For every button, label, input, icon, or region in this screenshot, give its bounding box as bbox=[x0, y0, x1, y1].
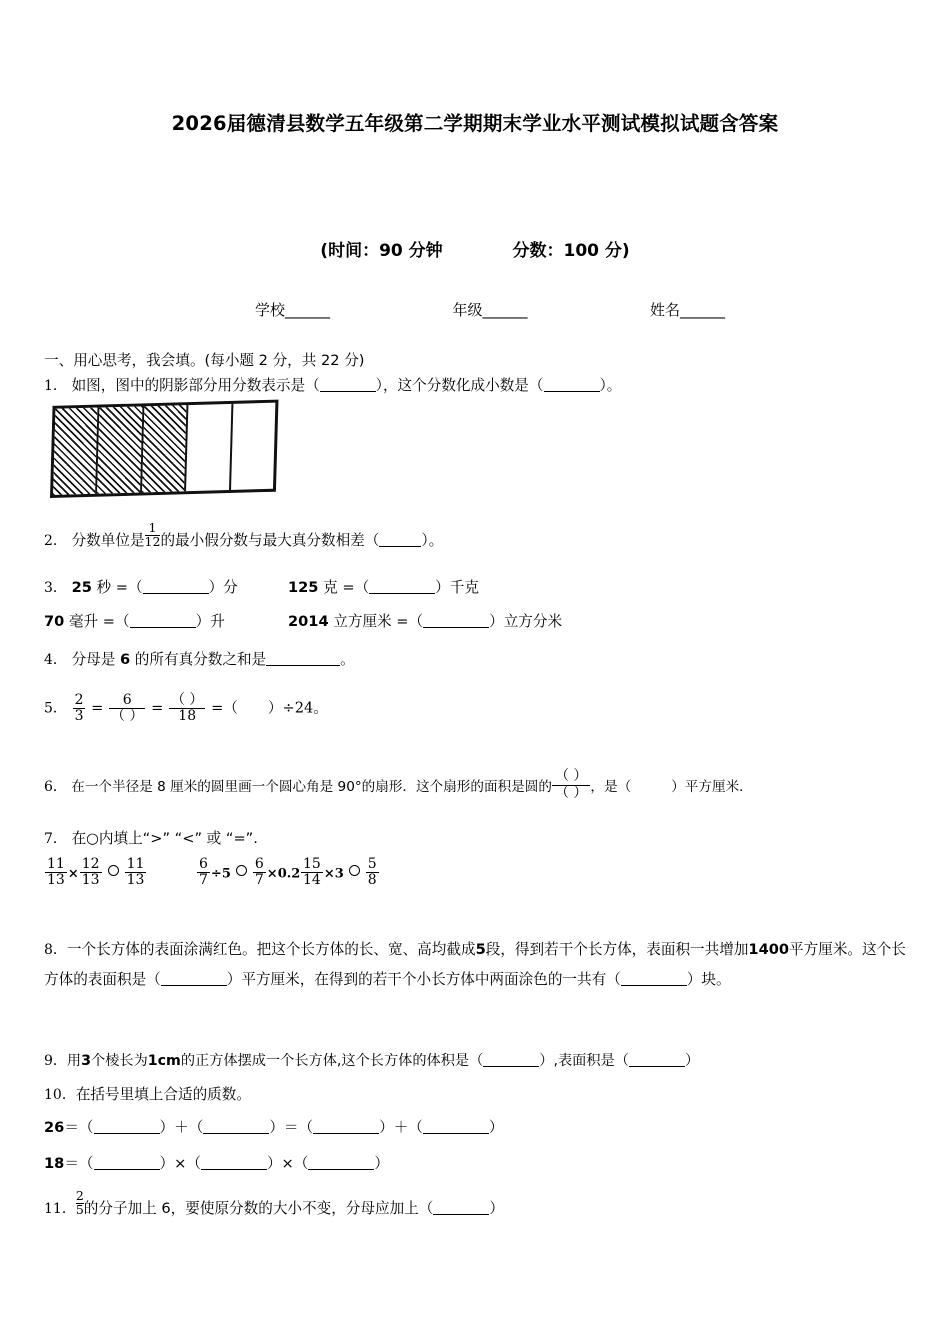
question-3-line-2 bbox=[44, 611, 225, 634]
question-5-number: 5． bbox=[44, 700, 67, 717]
field-school: 学校______ bbox=[255, 301, 331, 319]
operator-multiply: × bbox=[67, 866, 79, 882]
exam-time: (时间：90 分钟 bbox=[320, 241, 443, 261]
answer-blank[interactable] bbox=[161, 985, 227, 986]
question-9-text-d: ）,表面积是（ bbox=[539, 1053, 629, 1069]
q5-period: 。 bbox=[313, 699, 328, 717]
q10-mid-1: ）×（ bbox=[159, 1155, 201, 1172]
question-7-expression-1 bbox=[44, 858, 147, 889]
question-8-part-2: 段，得到若干个长方体，表面积一共增加 bbox=[485, 941, 749, 958]
q5-equals-1: = bbox=[91, 699, 104, 717]
answer-blank[interactable] bbox=[369, 593, 435, 594]
fraction-6-blank: $\frac{6}{( )}$ bbox=[111, 692, 144, 724]
question-2-text-a: 分数单位是 bbox=[71, 532, 145, 549]
answer-blank[interactable] bbox=[423, 627, 489, 628]
q3-unit-a: 毫升 =（ bbox=[68, 613, 130, 630]
fraction-one-twelfth: $\frac{1}{12}$ bbox=[144, 520, 161, 549]
field-name: 姓名______ bbox=[649, 301, 725, 319]
q10-mid-2: ）×（ bbox=[266, 1155, 309, 1172]
question-8-part-4: ）平方厘米，在得到的若干个小长方体中两面涂色的一共有（ bbox=[226, 970, 621, 988]
section-heading-1: 一、用心思考，我会填。(每小题 2 分，共 22 分) bbox=[44, 352, 365, 369]
question-9-number: 9． bbox=[44, 1053, 67, 1069]
fraction-6-7: $\frac{6}{7}$ bbox=[254, 856, 264, 888]
question-11-text-a: 的分子加上 6，要使原分数的大小不变，分母应加上（ bbox=[83, 1200, 434, 1217]
compare-circle[interactable] bbox=[236, 865, 247, 876]
question-7-expression-2 bbox=[196, 858, 300, 889]
answer-blank[interactable] bbox=[433, 1214, 489, 1215]
answer-blank[interactable] bbox=[544, 391, 600, 392]
answer-blank[interactable] bbox=[266, 665, 340, 666]
page-title: 2026届德清县数学五年级第二学期期末学业水平测试模拟试题含答案 bbox=[171, 112, 779, 135]
question-3-line-1 bbox=[44, 577, 238, 600]
fraction-2-3: $\frac{2}{3}$ bbox=[74, 692, 84, 724]
question-2-text-b: 的最小假分数与最大真分数相差（ bbox=[160, 532, 380, 549]
question-10-number: 10． bbox=[44, 1087, 76, 1103]
q10-end: ） bbox=[374, 1155, 389, 1172]
answer-blank[interactable] bbox=[94, 1169, 160, 1170]
fraction-5-8: $\frac{5}{8}$ bbox=[367, 856, 377, 888]
strip-cell-shaded bbox=[97, 406, 144, 493]
q10-lhs-26: 26 bbox=[44, 1119, 65, 1136]
question-10-line-1 bbox=[44, 1117, 504, 1140]
compare-circle[interactable] bbox=[349, 865, 360, 876]
operator-times-0-2: ×0.2 bbox=[266, 866, 301, 882]
question-7 bbox=[44, 828, 258, 851]
question-3-number: 3． bbox=[44, 580, 67, 596]
q10-mid-1: ）＋（ bbox=[159, 1119, 204, 1136]
question-1-text-a: 如图，图中的阴影部分用分数表示是（ bbox=[71, 377, 320, 394]
question-11 bbox=[44, 1188, 504, 1222]
question-9-text-a: 用 bbox=[66, 1053, 82, 1069]
question-8-part-1: 一个长方体的表面涂满红色。把这个长方体的长、宽、高均截成 bbox=[66, 941, 476, 958]
exam-score: 分数：100 分) bbox=[512, 241, 630, 261]
question-2-text-c: ）。 bbox=[421, 532, 444, 549]
q9-value-1cm: 1cm bbox=[147, 1053, 181, 1069]
fraction-12-13: $\frac{12}{13}$ bbox=[81, 856, 100, 888]
q5-tail: ）÷24 bbox=[267, 699, 314, 717]
exam-meta bbox=[0, 236, 950, 261]
fraction-blank-18: $\frac{( )}{18}$ bbox=[170, 692, 204, 724]
fraction-6-7: $\frac{6}{7}$ bbox=[199, 856, 208, 888]
answer-blank[interactable] bbox=[313, 1133, 379, 1134]
question-4-number: 4． bbox=[44, 652, 67, 668]
question-4-text-c: 。 bbox=[340, 651, 355, 668]
question-9-text-e: ） bbox=[684, 1053, 700, 1069]
question-8-part-3: 平方厘米。这个长方体的表面积是（ bbox=[44, 941, 906, 988]
answer-blank[interactable] bbox=[203, 1133, 269, 1134]
question-10 bbox=[44, 1084, 251, 1107]
q10-mid-2: ）＝（ bbox=[269, 1119, 314, 1136]
question-6-text-b: ，是（ bbox=[590, 779, 632, 796]
answer-blank[interactable] bbox=[308, 1169, 374, 1170]
q10-lhs-18: 18 bbox=[44, 1155, 65, 1172]
answer-blank[interactable] bbox=[379, 546, 421, 547]
fraction-11-13: $\frac{11}{13}$ bbox=[126, 856, 145, 888]
question-2-number: 2． bbox=[44, 533, 67, 549]
answer-blank[interactable] bbox=[143, 593, 209, 594]
question-8-part-5: ）块。 bbox=[686, 970, 731, 988]
q10-mid-3: ）＋（ bbox=[379, 1119, 423, 1136]
q4-value: 6 bbox=[120, 651, 131, 668]
question-1-figure bbox=[50, 406, 286, 506]
question-3-line-2-right bbox=[288, 611, 562, 634]
q3-unit-a: 克 =（ bbox=[323, 579, 370, 596]
question-10-line-2 bbox=[44, 1153, 389, 1176]
operator-times-3: ×3 bbox=[323, 866, 344, 882]
question-9-text-c: 的正方体摆成一个长方体,这个长方体的体积是（ bbox=[180, 1053, 484, 1069]
answer-blank[interactable] bbox=[320, 391, 376, 392]
strip-cell-shaded bbox=[142, 405, 189, 492]
fraction-blank-over-blank: $\frac{( )}{( )}$ bbox=[552, 769, 590, 801]
question-6-text-a: 在一个半径是 8 厘米的圆里画一个圆心角是 90°的扇形．这个扇形的面积是圆的 bbox=[71, 779, 552, 796]
question-10-instruction: 在括号里填上合适的质数。 bbox=[75, 1086, 251, 1103]
question-5 bbox=[44, 693, 328, 724]
strip-cell-shaded bbox=[53, 408, 100, 495]
strip-cell-empty bbox=[186, 404, 233, 491]
fraction-strip-diagram bbox=[50, 400, 278, 498]
question-4 bbox=[44, 649, 355, 672]
question-11-text-b: ） bbox=[489, 1200, 504, 1217]
question-8 bbox=[44, 935, 906, 995]
question-7-number: 7． bbox=[44, 831, 67, 847]
strip-cell-empty bbox=[231, 403, 276, 490]
question-6-number: 6． bbox=[44, 779, 67, 796]
answer-blank[interactable] bbox=[423, 1133, 489, 1134]
identity-fields bbox=[255, 299, 725, 320]
question-9 bbox=[44, 1050, 699, 1073]
q9-value-3: 3 bbox=[81, 1053, 91, 1069]
q3-unit-b: ）分 bbox=[208, 579, 238, 596]
q8-value-1400: 1400 bbox=[748, 941, 790, 958]
answer-blank[interactable] bbox=[629, 1066, 685, 1067]
fraction-15-14: $\frac{15}{14}$ bbox=[303, 856, 321, 888]
fraction-2-5: $\frac{2}{5}$ bbox=[75, 1188, 84, 1217]
operator-divide-5: ÷5 bbox=[210, 866, 231, 882]
q10-eq: ＝（ bbox=[64, 1155, 94, 1172]
answer-blank[interactable] bbox=[201, 1169, 267, 1170]
question-11-number: 11． bbox=[44, 1201, 76, 1217]
q3-value-125: 125 bbox=[288, 579, 319, 596]
fraction-11-13: $\frac{11}{13}$ bbox=[47, 856, 65, 888]
q3-unit-b: ）立方分米 bbox=[489, 613, 563, 630]
q5-equals-2: = bbox=[151, 699, 164, 717]
question-6 bbox=[44, 768, 753, 803]
question-1-number: 1． bbox=[44, 378, 67, 394]
field-grade: 年级______ bbox=[452, 301, 528, 319]
question-7-expression-3 bbox=[300, 858, 380, 889]
answer-blank[interactable] bbox=[483, 1066, 539, 1067]
q3-value-70: 70 bbox=[44, 613, 65, 630]
question-4-text-a: 分母是 bbox=[71, 651, 116, 668]
q3-unit-b: ）千克 bbox=[435, 579, 479, 596]
q3-unit-a: 立方厘米 =（ bbox=[333, 613, 424, 630]
answer-blank[interactable] bbox=[94, 1133, 160, 1134]
q3-unit-a: 秒 =（ bbox=[96, 579, 143, 596]
question-9-text-b: 个棱长为 bbox=[91, 1053, 148, 1069]
q3-value-25: 25 bbox=[71, 579, 92, 596]
q10-eq: ＝（ bbox=[64, 1119, 94, 1136]
question-1 bbox=[44, 375, 621, 398]
compare-circle[interactable] bbox=[108, 865, 119, 876]
answer-blank[interactable] bbox=[130, 627, 196, 628]
answer-blank[interactable] bbox=[621, 985, 687, 986]
q3-value-2014: 2014 bbox=[288, 613, 329, 630]
question-6-text-c: ）平方厘米． bbox=[671, 779, 753, 796]
question-1-text-c: ）。 bbox=[599, 377, 622, 394]
q5-equals-3: =（ bbox=[211, 699, 238, 717]
question-4-text-b: 的所有真分数之和是 bbox=[134, 651, 267, 668]
question-3-line-1-right bbox=[288, 577, 479, 600]
question-8-number: 8． bbox=[44, 942, 67, 958]
question-1-text-b: ），这个分数化成小数是（ bbox=[375, 377, 544, 394]
q10-end: ） bbox=[488, 1119, 504, 1136]
q3-unit-b: ）升 bbox=[195, 613, 225, 630]
question-2 bbox=[44, 520, 444, 554]
question-7-instruction: 在○内填上“>” “<” 或 “=”. bbox=[71, 830, 258, 847]
q8-value-5: 5 bbox=[475, 941, 486, 958]
